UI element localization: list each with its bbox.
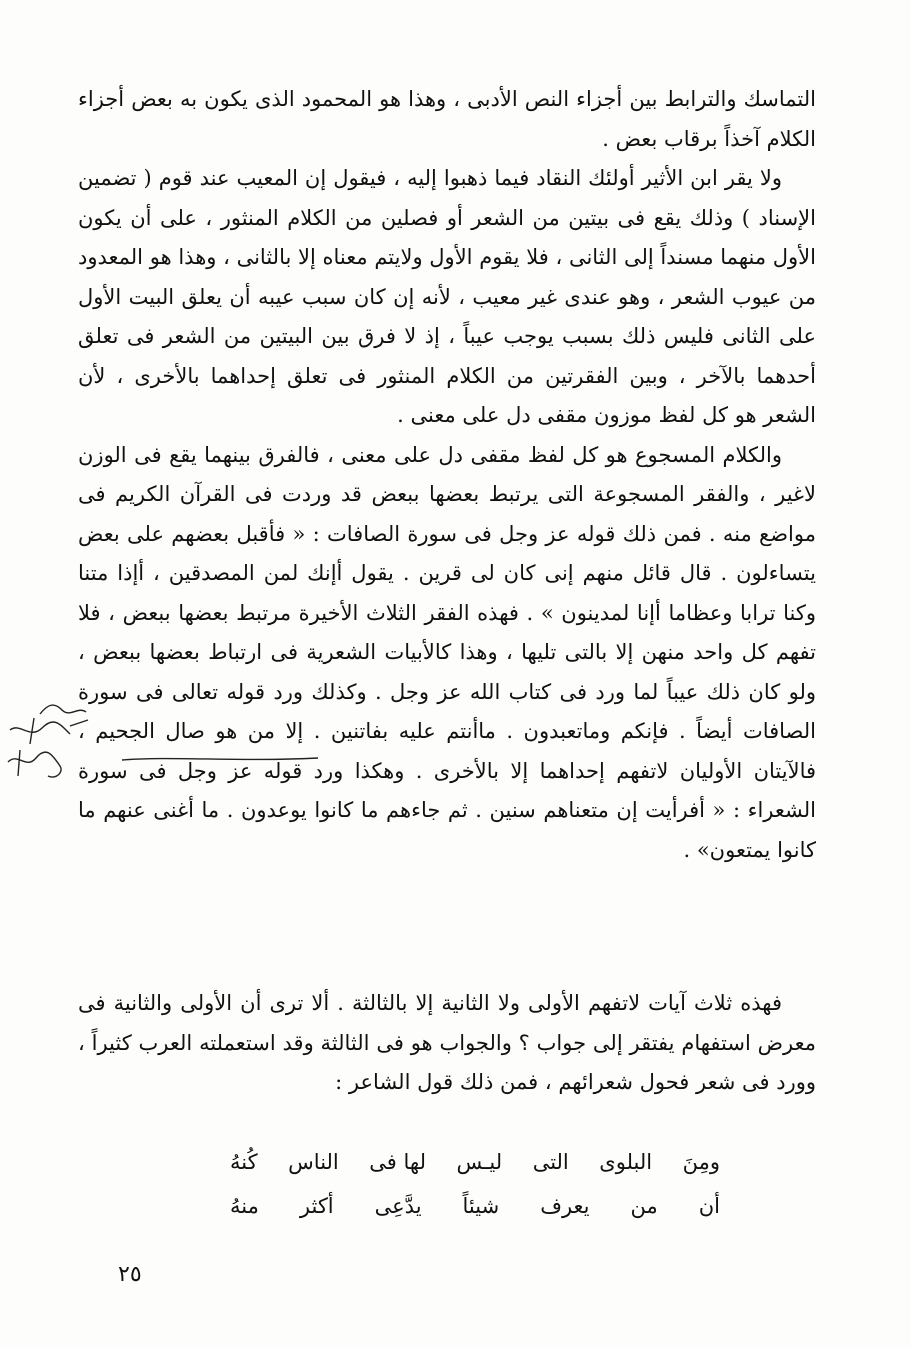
handwritten-margin-note-icon <box>0 700 96 790</box>
handwritten-underline-icon <box>120 752 320 766</box>
poem-verse-line <box>230 1186 720 1226</box>
verse-word: الناس <box>288 1150 339 1174</box>
closing-text <box>78 984 816 1103</box>
paragraph-ibn-al-athir: ولا يقر ابن الأثير أولئك النقاد فيما ذهبوا إليه ، فيقول إن المعيب عند قوم ( تضمين الإسناد ) وذلك يقع فى بيتين من الشعر أو فصلين من الكلام المنثور ، على أن يكون الأول منهما مسنداً إلى الثانى ، فلا يقوم الأول ولايتم معناه إلا بالثانى ، وهذا هو المعدود من عيوب الشعر ، وهو عندى غير معيب ، لأنه إن كان سبب عيبه أن يعلق البيت الأول على الثانى فليس ذلك بسبب يوجب عيباً ، إذ لا فرق بين البيتين من الشعر فى تعلق أحدهما بالآخر ، وبين الفقرتين من الكلام المنثور فى تعلق إحداهما بالأخرى ، لأن الشعر هو كل لفظ موزون مقفى دل على معنى . <box>78 166 816 427</box>
verse-word: ليـس <box>456 1150 503 1174</box>
paragraph-continuation: التماسك والترابط بين أجزاء النص الأدبى ، وهذا هو المحمود الذى يكون به بعض أجزاء الكلام آخذاً برقاب بعض . <box>78 87 816 151</box>
verse-word: كُنهُ <box>230 1150 258 1174</box>
verse-word: يعرف <box>540 1194 590 1218</box>
verse-word: شيئاً <box>462 1194 500 1218</box>
verse-word: منهُ <box>230 1194 259 1218</box>
verse-word: البلوى <box>599 1150 653 1174</box>
poem-verse-line <box>230 1142 720 1182</box>
verse-word: من <box>630 1194 658 1218</box>
verse-word: ومِنَ <box>682 1150 720 1174</box>
verse-word: أكثر <box>299 1194 334 1218</box>
paragraph-three-verses: فهذه ثلاث آيات لاتفهم الأولى ولا الثانية إلا بالثالثة . ألا ترى أن الأولى والثانية فى معرض استفهام يفتقر إلى جواب ؟ والجواب هو فى الثالثة وقد استعملته العرب كثيراً ، وورد فى شعر فحول شعرائهم ، فمن ذلك قول الشاعر : <box>78 991 816 1094</box>
verse-word: يدَّعِى <box>374 1194 422 1218</box>
paragraph-rhymed-prose: والكلام المسجوع هو كل لفظ مقفى دل على معنى ، فالفرق بينهما يقع فى الوزن لاغير ، والفقر المسجوعة التى يرتبط بعضها ببعض قد وردت فى القرآن الكريم فى مواضع منه . فمن ذلك قوله عز وجل فى سورة الصافات : « فأقبل بعضهم على بعض يتساءلون . قال قائل منهم إنى كان لى قرين . يقول أإنك لمن المصدقين ، أإذا متنا وكنا ترابا وعظاما أإنا لمدينون » . فهذه الفقر الثلاث الأخيرة مرتبط بعضها ببعض ، فلا تفهم كل واحد منهن إلا بالتى تليها ، وهذا كالأبيات الشعرية فى ارتباط بعضها ببعض ، ولو كان ذلك عيباً لما ورد فى كتاب الله عز وجل . وكذلك ورد قوله تعالى فى سورة الصافات أيضاً . فإنكم وماتعبدون . ماأنتم عليه بفاتنين . إلا من هو صال الجحيم ، فالآيتان الأوليان لاتفهم إحداهما إلا بالأخرى . وهكذا ورد قوله عز وجل فى سورة الشعراء : « أفرأيت إن متعناهم سنين . ثم جاءهم ما كانوا يوعدون . ما أغنى عنهم ما كانوا يمتعون» . <box>78 442 816 862</box>
verse-word: لها فى <box>369 1150 426 1174</box>
page-number: ٢٥ <box>118 1262 142 1287</box>
verse-word: أن <box>698 1194 720 1218</box>
verse-word: التى <box>532 1150 569 1174</box>
